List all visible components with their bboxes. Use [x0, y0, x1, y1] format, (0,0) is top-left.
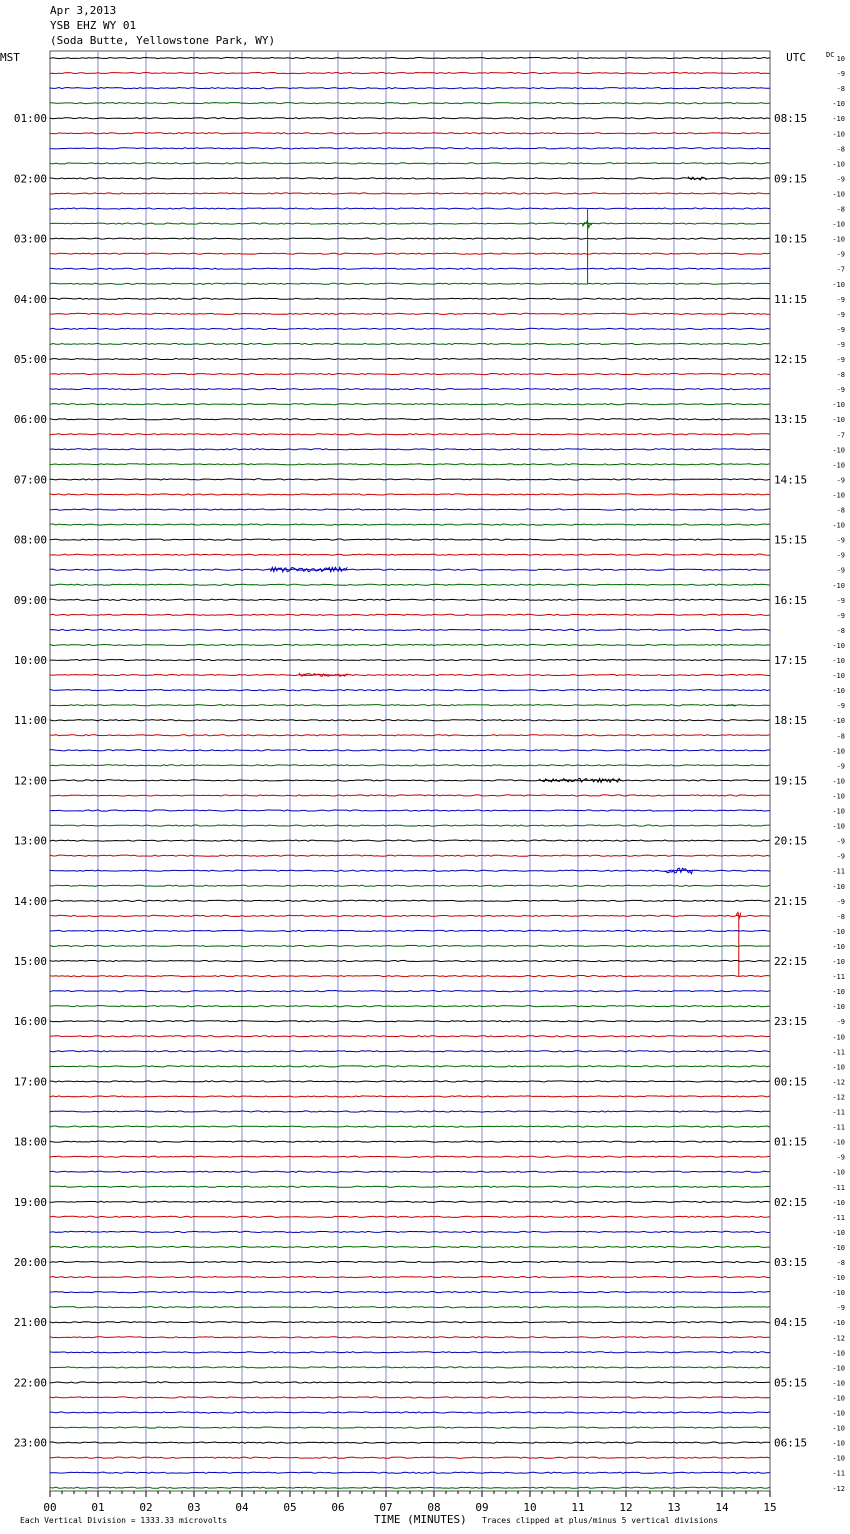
- trace-row: [50, 599, 770, 600]
- trace-row: [50, 795, 770, 796]
- chart-date: Apr 3,2013: [50, 4, 117, 17]
- dc-offset-label: -10: [832, 446, 845, 455]
- x-tick-label: 03: [187, 1501, 201, 1514]
- dc-offset-label: -9: [836, 325, 845, 334]
- x-tick-label: 04: [235, 1501, 249, 1514]
- trace-row: [50, 479, 770, 480]
- trace-row: [50, 750, 770, 751]
- trace-row: [50, 1186, 770, 1187]
- trace-row: [50, 464, 770, 465]
- dc-offset-label: -10: [832, 792, 845, 801]
- dc-offset-label: -10: [832, 1364, 845, 1373]
- dc-offset-label: -7: [836, 265, 845, 274]
- trace-row: [50, 223, 770, 224]
- mst-hour-label: 07:00: [13, 473, 47, 487]
- mst-hour-label: 17:00: [13, 1075, 47, 1089]
- dc-offset-label: -10: [832, 1138, 845, 1147]
- dc-offset-label: -10: [832, 1454, 845, 1463]
- trace-row: [50, 1277, 770, 1278]
- utc-hour-label: 12:15: [774, 353, 808, 366]
- trace-row: [50, 1307, 770, 1308]
- trace-row: [50, 1126, 770, 1127]
- trace-row: [50, 765, 770, 766]
- trace-row: [50, 163, 770, 164]
- dc-offset-label: -10: [832, 130, 845, 139]
- utc-hour-label: 18:15: [774, 714, 808, 728]
- trace-row: [50, 343, 770, 344]
- dc-offset-label: -10: [832, 1274, 845, 1283]
- dc-offset-label: -10: [832, 657, 845, 665]
- dc-offset-label: -9: [836, 762, 845, 771]
- trace-row: [50, 328, 770, 329]
- utc-hour-label: 22:15: [774, 955, 808, 968]
- dc-offset-label: -9: [836, 1304, 845, 1313]
- trace-row: [50, 675, 770, 676]
- mst-hour-label: 04:00: [13, 292, 47, 306]
- dc-offset-label: -11: [832, 1123, 845, 1132]
- trace-row: [50, 554, 770, 555]
- dc-offset-label: -9: [836, 175, 845, 184]
- dc-offset-label: -9: [836, 611, 845, 620]
- dc-offset-label: -8: [836, 732, 845, 741]
- utc-hour-label: 11:15: [774, 292, 808, 306]
- trace-row: [50, 1036, 770, 1037]
- trace-row: [50, 539, 770, 540]
- dc-offset-label: -10: [832, 1379, 845, 1388]
- dc-offset-label: -11: [832, 867, 845, 876]
- utc-hour-label: 09:15: [774, 172, 808, 186]
- x-tick-label: 11: [571, 1501, 585, 1514]
- x-tick-label: 14: [715, 1501, 729, 1514]
- trace-row: [50, 1216, 770, 1217]
- vertical-division-note: Each Vertical Division = 1333.33 microvolts: [20, 1516, 228, 1525]
- trace-row: [50, 449, 770, 450]
- utc-hour-label: 04:15: [774, 1316, 808, 1330]
- dc-offset-label: -10: [832, 190, 845, 199]
- trace-row: [50, 298, 770, 299]
- dc-offset-label: -10: [832, 1409, 845, 1418]
- trace-row: [50, 659, 770, 660]
- trace-row: [50, 569, 770, 570]
- dc-offset-label: -10: [832, 672, 845, 681]
- trace-row: [50, 1021, 770, 1022]
- trace-row: [50, 870, 770, 871]
- utc-hour-label: 15:15: [774, 533, 808, 547]
- dc-offset-label: -10: [832, 942, 845, 951]
- trace-row: [50, 1201, 770, 1202]
- trace-row: [50, 1292, 770, 1293]
- utc-hour-label: 23:15: [774, 1015, 808, 1029]
- dc-offset-label: -10: [832, 220, 845, 229]
- mst-hour-label: 12:00: [13, 774, 47, 788]
- x-tick-label: 02: [139, 1501, 153, 1514]
- mst-hour-label: 01:00: [13, 112, 47, 126]
- mst-hour-label: 09:00: [13, 593, 47, 607]
- dc-offset-label: -9: [836, 476, 845, 485]
- dc-offset-label: -9: [836, 340, 845, 349]
- dc-offset-label: -10: [832, 416, 845, 425]
- x-axis-title: TIME (MINUTES): [374, 1513, 467, 1526]
- trace-row: [50, 1261, 770, 1262]
- x-tick-label: 07: [379, 1501, 393, 1514]
- trace-row: [50, 1352, 770, 1353]
- trace-row: [50, 1457, 770, 1458]
- trace-row: [50, 389, 770, 390]
- trace-row: [50, 810, 770, 811]
- dc-offset-label: -8: [836, 626, 845, 635]
- dc-offset-label: -10: [832, 1319, 845, 1328]
- trace-row: [50, 1472, 770, 1473]
- trace-row: [50, 1081, 770, 1082]
- trace-row: [50, 1442, 770, 1443]
- dc-offset-label: -9: [836, 837, 845, 846]
- mst-hour-label: 03:00: [13, 232, 47, 246]
- trace-row: [50, 825, 770, 826]
- trace-row: [50, 1096, 770, 1097]
- dc-offset-label: -12: [832, 1484, 845, 1493]
- mst-hour-label: 13:00: [13, 834, 47, 848]
- dc-offset-label: -9: [836, 536, 845, 545]
- trace-row: [50, 148, 770, 149]
- utc-hour-label: 10:15: [774, 232, 808, 246]
- trace-row: [50, 1066, 770, 1067]
- dc-offset-label: -9: [836, 70, 845, 79]
- mst-hour-label: 14:00: [13, 894, 47, 908]
- mst-hour-label: 23:00: [13, 1436, 47, 1450]
- dc-offset-label: -9: [836, 310, 845, 319]
- trace-row: [50, 735, 770, 736]
- trace-row: [50, 991, 770, 992]
- dc-offset-label: -10: [832, 641, 845, 650]
- dc-offset-label: -10: [832, 461, 845, 470]
- mst-hour-label: 21:00: [13, 1316, 47, 1330]
- trace-row: [50, 1487, 770, 1488]
- trace-row: [50, 1141, 770, 1142]
- utc-hour-label: 17:15: [774, 654, 808, 667]
- trace-row: [50, 434, 770, 435]
- trace-row: [50, 133, 770, 134]
- trace-row: [50, 419, 770, 420]
- x-tick-label: 09: [475, 1501, 489, 1514]
- dc-offset-label: -10: [832, 777, 845, 786]
- dc-offset-label: 10: [836, 55, 845, 63]
- trace-row: [50, 1006, 770, 1007]
- dc-offset-label: -10: [832, 1198, 845, 1207]
- trace-row: [50, 1322, 770, 1323]
- dc-offset-label: -9: [836, 295, 845, 304]
- utc-hour-label: 01:15: [774, 1135, 808, 1149]
- x-tick-label: 12: [619, 1501, 633, 1514]
- dc-offset-label: -10: [832, 882, 845, 891]
- trace-row: [50, 1367, 770, 1368]
- trace-row: [50, 73, 770, 74]
- mst-hour-label: 18:00: [13, 1135, 47, 1149]
- dc-offset-label: -10: [832, 1228, 845, 1237]
- trace-row: [50, 88, 770, 89]
- trace-row: [50, 1397, 770, 1398]
- dc-offset-label: -10: [832, 1243, 845, 1252]
- trace-row: [50, 1171, 770, 1172]
- dc-offset-label: -8: [836, 205, 845, 214]
- trace-row: [50, 358, 770, 359]
- dc-offset-label: -8: [836, 85, 845, 94]
- utc-hour-label: 08:15: [774, 112, 808, 126]
- trace-row: [50, 840, 770, 841]
- dc-offset-label: -10: [832, 491, 845, 500]
- mst-hour-label: 16:00: [13, 1015, 47, 1029]
- dc-offset-label: -11: [832, 1213, 845, 1222]
- utc-hour-label: 20:15: [774, 834, 808, 848]
- trace-row: [50, 629, 770, 630]
- trace-row: [50, 253, 770, 254]
- dc-offset-label: -10: [832, 1424, 845, 1433]
- trace-row: [50, 238, 770, 239]
- mst-hour-label: 10:00: [13, 654, 47, 667]
- mst-hour-label: 20:00: [13, 1256, 47, 1269]
- dc-offset-label: -11: [832, 973, 845, 982]
- trace-row: [50, 930, 770, 931]
- dc-offset-label: -10: [832, 100, 845, 109]
- trace-row: [50, 283, 770, 284]
- mst-hour-label: 06:00: [13, 413, 47, 427]
- trace-row: [50, 509, 770, 510]
- dc-offset-label: -8: [836, 912, 845, 921]
- dc-offset-label: -10: [832, 822, 845, 831]
- dc-offset-label: -12: [832, 1078, 845, 1087]
- dc-offset-label: -9: [836, 596, 845, 605]
- utc-hour-label: 19:15: [774, 774, 808, 788]
- utc-hour-label: 14:15: [774, 473, 808, 487]
- plot-frame: [50, 51, 770, 1491]
- dc-offset-label: -10: [832, 717, 845, 726]
- trace-row: [50, 976, 770, 977]
- dc-offset-label: -9: [836, 1153, 845, 1162]
- trace-row: [50, 1051, 770, 1052]
- trace-row: [50, 614, 770, 615]
- trace-row: [50, 1337, 770, 1338]
- trace-row: [50, 1412, 770, 1413]
- utc-hour-label: 21:15: [774, 894, 808, 908]
- dc-offset-label: -10: [832, 1033, 845, 1042]
- right-axis-label: UTC: [786, 51, 806, 64]
- dc-offset-label: -10: [832, 115, 845, 124]
- x-tick-label: 08: [427, 1501, 441, 1514]
- dc-offset-label: -12: [832, 1334, 845, 1343]
- dc-offset-label: -9: [836, 897, 845, 906]
- dc-offset-label: -11: [832, 1048, 845, 1057]
- dc-offset-label: -10: [832, 1063, 845, 1072]
- dc-offset-label: -8: [836, 371, 845, 380]
- trace-row: [50, 1427, 770, 1428]
- dc-offset-label: -10: [832, 160, 845, 169]
- dc-offset-label: -8: [836, 506, 845, 515]
- dc-offset-label: -10: [832, 235, 845, 244]
- mst-hour-label: 22:00: [13, 1376, 47, 1390]
- chart-station: YSB EHZ WY 01: [50, 19, 137, 32]
- dc-offset-label: -9: [836, 250, 845, 259]
- chart-location: (Soda Butte, Yellowstone Park, WY): [50, 34, 276, 47]
- dc-offset-label: -9: [836, 551, 845, 560]
- trace-row: [50, 524, 770, 525]
- dc-offset-label: -9: [836, 566, 845, 575]
- trace-row: [50, 178, 770, 179]
- dc-offset-label: -10: [832, 1349, 845, 1358]
- utc-hour-label: 13:15: [774, 413, 808, 427]
- trace-row: [50, 1156, 770, 1157]
- trace-row: [50, 208, 770, 209]
- trace-row: [50, 57, 770, 58]
- trace-row: [50, 1231, 770, 1232]
- dc-offset-label: -10: [832, 521, 845, 530]
- trace-row: [50, 720, 770, 721]
- mst-hour-label: 15:00: [13, 955, 47, 968]
- dc-offset-label: -9: [836, 852, 845, 861]
- left-axis-label: MST: [0, 51, 20, 64]
- mst-hour-label: 02:00: [13, 172, 47, 186]
- utc-hour-label: 03:15: [774, 1256, 808, 1269]
- trace-row: [50, 584, 770, 585]
- x-tick-label: 06: [331, 1501, 345, 1514]
- trace-row: [50, 900, 770, 901]
- trace-row: [50, 1111, 770, 1112]
- dc-offset-label: -10: [832, 280, 845, 289]
- trace-row: [50, 690, 770, 691]
- dc-offset-label: -10: [832, 747, 845, 756]
- trace-row: [50, 705, 770, 706]
- mst-hour-label: 08:00: [13, 533, 47, 547]
- dc-offset-label: -8: [836, 145, 845, 154]
- trace-row: [50, 1246, 770, 1247]
- dc-offset-label: -10: [832, 687, 845, 696]
- dc-offset-label: -10: [832, 1003, 845, 1012]
- utc-hour-label: 02:15: [774, 1195, 808, 1209]
- dc-offset-label: -9: [836, 1018, 845, 1027]
- trace-row: [50, 268, 770, 269]
- trace-row: [50, 855, 770, 856]
- dc-offset-label: -8: [836, 1259, 845, 1267]
- trace-row: [50, 885, 770, 886]
- dc-offset-label: -10: [832, 1394, 845, 1403]
- trace-row: [50, 1382, 770, 1383]
- dc-offset-label: -10: [832, 1289, 845, 1298]
- trace-row: [50, 945, 770, 946]
- trace-row: [50, 103, 770, 104]
- x-tick-label: 13: [667, 1501, 681, 1514]
- trace-row: [50, 644, 770, 645]
- trace-row: [50, 780, 770, 781]
- dc-offset-label: -9: [836, 386, 845, 395]
- dc-offset-label: -10: [832, 401, 845, 410]
- dc-offset-label: -9: [836, 356, 845, 364]
- trace-row: [50, 193, 770, 194]
- trace-row: [50, 313, 770, 314]
- dc-offset-label: -10: [832, 807, 845, 816]
- x-tick-label: 00: [43, 1501, 57, 1514]
- x-tick-label: 01: [91, 1501, 105, 1514]
- utc-hour-label: 00:15: [774, 1075, 808, 1089]
- dc-offset-label: -10: [832, 1439, 845, 1448]
- dc-offset-label: -10: [832, 988, 845, 997]
- dc-offset-label: -11: [832, 1469, 845, 1478]
- trace-row: [50, 374, 770, 375]
- dc-offset-label: -10: [832, 581, 845, 590]
- dc-offset-label: -10: [832, 958, 845, 966]
- trace-row: [50, 494, 770, 495]
- x-tick-label: 10: [523, 1501, 537, 1514]
- mst-hour-label: 11:00: [13, 714, 47, 728]
- dc-offset-label: -10: [832, 927, 845, 936]
- mst-hour-label: 05:00: [13, 353, 47, 366]
- utc-hour-label: 16:15: [774, 593, 808, 607]
- utc-hour-label: 05:15: [774, 1376, 808, 1390]
- x-tick-label: 15: [763, 1501, 777, 1514]
- dc-offset-label: -10: [832, 1168, 845, 1177]
- trace-row: [50, 960, 770, 961]
- x-tick-label: 05: [283, 1501, 297, 1514]
- trace-row: [50, 915, 770, 916]
- dc-offset-label: -9: [836, 702, 845, 711]
- dc-offset-label: -11: [832, 1183, 845, 1192]
- dc-offset-label: -11: [832, 1108, 845, 1117]
- trace-row: [50, 404, 770, 405]
- dc-offset-label: -7: [836, 431, 845, 440]
- utc-hour-label: 06:15: [774, 1436, 808, 1450]
- dc-column-label: DC: [826, 51, 835, 59]
- dc-offset-label: -12: [832, 1093, 845, 1102]
- mst-hour-label: 19:00: [13, 1195, 47, 1209]
- clipping-note: Traces clipped at plus/minus 5 vertical divisions: [482, 1516, 719, 1525]
- trace-row: [50, 118, 770, 119]
